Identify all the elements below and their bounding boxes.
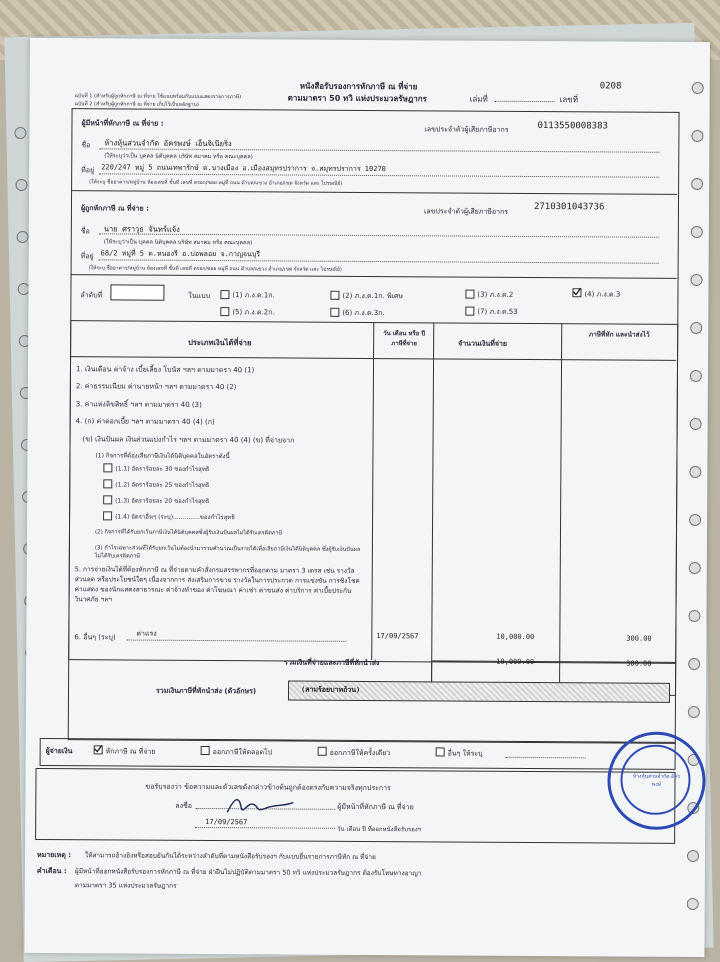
payee-address-hint: (ให้ระบุ ชื่ออาคาร/หมู่บ้าน ห้องเลขที่ ชั้นที่ เลขที่ ตรอก/ซอย หมู่ที่ ถนน ตำบล/แขวง อำเภอ/เขต จังหวัด และ ไปรษณีย์)	[88, 265, 342, 273]
payee-name: นาย ศราวุธ จันทร์แจ้ง	[103, 224, 180, 234]
rate-25-checkbox[interactable]	[103, 479, 112, 488]
form-option-2-checkbox[interactable]	[330, 291, 339, 300]
checkmark-icon	[572, 287, 581, 296]
option-other-checkbox[interactable]	[436, 747, 445, 756]
col-type-header: ประเภทเงินได้ที่จ่าย	[188, 337, 252, 348]
payer-tax-id: 0113550008383	[537, 121, 608, 132]
income-row-6-value: ค่าแรง	[136, 629, 157, 638]
income-row-6-date: 17/09/2567	[376, 632, 419, 641]
punch-hole-icon	[691, 178, 703, 190]
form-option-4: (4) ภ.ง.ด.3	[584, 290, 621, 299]
punch-hole-icon	[692, 82, 704, 94]
form-option-1: (1) ภ.ง.ด.1ก.	[232, 291, 275, 300]
option-withhold-checkbox[interactable]	[94, 745, 103, 754]
total-amount: 10,000.00	[496, 657, 535, 667]
punch-hole-icon	[688, 610, 700, 622]
payer-options-label: ผู้จ่ายเงิน	[45, 747, 73, 756]
rate-30-checkbox[interactable]	[103, 463, 112, 472]
warning-label: คำเตือน :	[36, 866, 67, 876]
payer-address-label: ที่อยู่	[81, 166, 95, 175]
punch-hole-icon	[690, 370, 702, 382]
punch-hole-icon	[14, 127, 26, 139]
total-label: รวมเงินที่จ่ายและภาษีที่หักนำส่ง	[284, 658, 380, 668]
punch-hole-icon	[689, 562, 701, 574]
punch-hole-icon	[16, 231, 28, 243]
punch-hole-icon	[688, 658, 700, 670]
income-row-4b-1-1: (1.1) อัตราร้อยละ 30 ของกำไรสุทธิ	[115, 465, 210, 474]
book-no-line	[495, 101, 555, 102]
signature-icon	[225, 794, 295, 816]
punch-hole-icon	[687, 850, 699, 862]
payer-name-label: ชื่อ	[81, 141, 91, 150]
income-row-4b: (ข) เงินปันผล เงินส่วนแบ่งกำไร ฯลฯ ตามมาตรา 40 (4) (ข) ที่จ่ายจาก	[82, 435, 295, 445]
income-row-4b-3: (3) กำไรเฉพาะส่วนที่ได้รับยกเว้นไม่ต้องนำมารวมคำนวณเป็นรายได้เพื่อเสียภาษีเงินได้นิติบุคคล ซึ่งผู้รับเงินปันผลไม่ได้รับเครดิตภาษี	[94, 545, 361, 560]
stamp-text: ห้างหุ้นส่วนจำกัด อัครพงษ์	[632, 773, 681, 788]
payer-section-label: ผู้มีหน้าที่หักภาษี ณ ที่จ่าย :	[81, 119, 164, 128]
payee-tax-id-label: เลขประจำตัวผู้เสียภาษีอากร	[423, 207, 509, 216]
payer-name: ห้างหุ้นส่วนจำกัด อัครพงษ์ เอ็นจิเนียริ่ง	[104, 138, 232, 149]
doc-title: หนังสือรับรองการหักภาษี ณ ที่จ่าย	[299, 81, 418, 92]
form-option-7: (7) ภ.ง.ด.53	[477, 307, 518, 316]
income-row-4a: 4. (ก) ค่าดอกเบี้ย ฯลฯ ตามมาตรา 40 (4) (ก)	[75, 417, 215, 427]
income-row-3: 3. ค่าแห่งลิขสิทธิ์ ฯลฯ ตามมาตรา 40 (3)	[75, 400, 202, 409]
punch-hole-icon	[691, 274, 703, 286]
income-row-4b-1: (1) กิจการที่ต้องเสียภาษีเงินได้นิติบุคคลในอัตราดังนี้	[95, 452, 230, 461]
form-option-5-checkbox[interactable]	[220, 307, 229, 316]
form-option-5: (5) ภ.ง.ด.2ก.	[232, 308, 275, 317]
total-words: (สามร้อยบาทถ้วน)	[301, 685, 361, 694]
income-row-5: 5. การจ่ายเงินได้ที่ต้องหักภาษี ณ ที่จ่ายตามคำสั่งกรมสรรพากรที่ออกตาม มาตรา 3 เตรส เช่น รางวัล ส่วนลด หรือประโยชน์ใดๆ เนื่องจากการ ส่งเสริมการขาย รางวัลในการประกวด การแข่งขัน การชิงโชค ค่าแสดง ของนักแสดงสาธารณะ ค่าจ้างทำของ ค่าโฆษณา ค่าเช่า ค่าขนส่ง ค่าบริการ ค่าเบี้ยประกันวินาศภัย ฯลฯ	[74, 565, 360, 604]
income-row-4b-1-3: (1.3) อัตราร้อยละ 20 ของกำไรสุทธิ	[115, 497, 210, 506]
punch-hole-icon	[690, 418, 702, 430]
income-row-6-amount: 10,000.00	[496, 632, 535, 642]
income-row-1: 1. เงินเดือน ค่าจ้าง เบี้ยเลี้ยง โบนัส ฯลฯ ตามมาตรา 40 (1)	[75, 365, 255, 375]
punch-hole-icon	[15, 179, 27, 191]
tax-certificate-sheet	[24, 38, 710, 957]
company-stamp-icon	[607, 731, 706, 830]
warning-text-2: ตามมาตรา 35 แห่งประมวลรัษฎากร	[74, 881, 177, 890]
punch-hole-icon	[689, 514, 701, 526]
certify-statement: ขอรับรองว่า ข้อความและตัวเลขดังกล่าวข้างต้นถูกต้องตรงกับความจริงทุกประการ	[145, 782, 391, 793]
income-row-4b-1-4: (1.4) อัตราอื่นๆ (ระบุ)..............ของกำไรสุทธิ	[115, 513, 235, 522]
col-tax-header: ภาษีที่หัก และนำส่งไว้	[588, 330, 650, 339]
doc-no-label: เลขที่	[559, 95, 579, 105]
payer-address-hint: (ให้ระบุ ชื่ออาคาร/หมู่บ้าน ห้องเลขที่ ชั้นที่ เลขที่ ตรอก/ซอย หมู่ที่ ถนน ตำบล/แขวง อำเภอ/เขต จังหวัด และ ไปรษณีย์)	[89, 179, 343, 187]
doc-subtitle: ตามมาตรา 50 ทวิ แห่งประมวลรัษฎากร	[287, 93, 427, 104]
punch-hole-icon	[690, 322, 702, 334]
payee-name-label: ชื่อ	[80, 227, 90, 236]
option-other: อื่นๆ ให้ระบุ	[447, 749, 483, 758]
option-always-checkbox[interactable]	[201, 746, 210, 755]
sign-label: ลงชื่อ	[175, 801, 193, 810]
seq-label: ลำดับที่	[80, 291, 103, 300]
form-option-6: (6) ภ.ง.ด.3ก.	[342, 308, 385, 318]
sign-role: ผู้มีหน้าที่หักภาษี ณ ที่จ่าย	[337, 802, 414, 812]
form-option-4-checkbox[interactable]	[572, 288, 581, 297]
option-withhold: หักภาษี ณ ที่จ่าย	[105, 747, 156, 756]
payer-tax-id-label: เลขประจำตัวผู้เสียภาษีอากร	[424, 125, 509, 134]
payee-name-hint: (ให้ระบุว่าเป็น บุคคล นิติบุคคล บริษัท สมาคม หรือ คณะบุคคล)	[103, 239, 253, 247]
form-option-2: (2) ภ.ง.ด.1ก. พิเศษ	[342, 291, 404, 301]
total-tax: 300.00	[626, 659, 652, 668]
payee-address-label: ที่อยู่	[80, 252, 94, 261]
income-row-4b-1-2: (1.2) อัตราร้อยละ 25 ของกำไรสุทธิ	[115, 481, 210, 490]
form-option-3: (3) ภ.ง.ด.2	[477, 290, 514, 299]
warning-text: ผู้มีหน้าที่ออกหนังสือรับรองการหักภาษี ณ ที่จ่าย ฝ่าฝืนไม่ปฏิบัติตามมาตรา 50 ทวิ แห่งประมวลรัษฎากร ต้องรับโทษทางอาญา	[74, 867, 422, 878]
option-once: ออกภาษีให้ครั้งเดียว	[329, 748, 391, 758]
form-option-6-checkbox[interactable]	[330, 308, 339, 317]
payee-section-label: ผู้ถูกหักภาษี ณ ที่จ่าย :	[80, 204, 149, 213]
certify-date: 17/09/2567	[205, 818, 248, 827]
punch-hole-icon	[691, 130, 703, 142]
punch-hole-icon	[687, 898, 699, 910]
income-row-6-tax: 300.00	[626, 634, 652, 643]
payer-address: 220/247 หมู่ 5 ถนนเทพารักษ์ ต.บางเมือง อ.เมืองสมุทรปราการ จ.สมุทรปราการ 10270	[101, 163, 386, 174]
form-option-3-checkbox[interactable]	[465, 290, 474, 299]
col-date-header: วัน เดือน หรือ ปีภาษีที่จ่าย	[383, 330, 426, 348]
in-form-label: ในแบบ	[188, 291, 211, 301]
punch-hole-icon	[691, 226, 703, 238]
doc-no-value: 0208	[599, 81, 622, 92]
payer-name-hint: (ให้ระบุว่าเป็น บุคคล นิติบุคคล บริษัท สมาคม หรือ คณะบุคคล)	[104, 153, 253, 161]
rate-other-checkbox[interactable]	[103, 511, 112, 520]
payee-address: 68/2 หมู่ที่ 5 ต.หนองรี อ.บ่อพลอย จ.กาญจนบุรี	[100, 249, 261, 259]
col-amount-header: จำนวนเงินที่จ่าย	[458, 339, 508, 348]
seq-input[interactable]	[110, 284, 164, 300]
date-hint: วัน เดือน ปี ที่ออกหนังสือรับรองฯ	[337, 825, 422, 834]
rate-20-checkbox[interactable]	[103, 495, 112, 504]
remark-label: หมายเหตุ :	[36, 850, 72, 860]
punch-hole-icon	[689, 466, 701, 478]
option-once-checkbox[interactable]	[318, 747, 327, 756]
form-option-1-checkbox[interactable]	[220, 290, 229, 299]
payee-tax-id: 2710301043736	[533, 202, 605, 213]
total-words-label: รวมเงินภาษีที่หักนำส่ง (ตัวอักษร)	[155, 686, 257, 696]
income-row-4b-2: (2) กิจการที่ได้รับยกเว้นภาษีเงินได้นิติบุคคลซึ่งผู้รับเงินปันผลไม่ได้รับเครดิตภาษี	[94, 529, 283, 537]
book-no-label: เล่มที่	[469, 94, 488, 104]
remark-text: ให้สามารถอ้างอิงหรือสอบยันกันได้ระหว่างลำดับที่ตามหนังสือรับรองฯ กับแบบยื่นรายการภาษีหัก ณ ที่จ่าย	[84, 851, 376, 862]
copy-note-1: ฉบับที่ 1 (สำหรับผู้ถูกหักภาษี ณ ที่จ่าย ใช้แนบพร้อมกับแบบแสดงรายการภาษี)	[74, 93, 242, 101]
punch-hole-icon	[688, 706, 700, 718]
option-always: ออกภาษีให้ตลอดไป	[212, 748, 273, 757]
income-row-6-label: 6. อื่นๆ (ระบุ)	[74, 633, 116, 642]
copy-note-2: ฉบับที่ 2 (สำหรับผู้ถูกหักภาษี ณ ที่จ่าย เก็บไว้เป็นหลักฐาน)	[74, 101, 199, 108]
form-option-7-checkbox[interactable]	[465, 307, 474, 316]
income-row-2: 2. ค่าธรรมเนียม ค่านายหน้า ฯลฯ ตามมาตรา 40 (2)	[75, 382, 237, 392]
checkmark-icon	[94, 744, 103, 753]
